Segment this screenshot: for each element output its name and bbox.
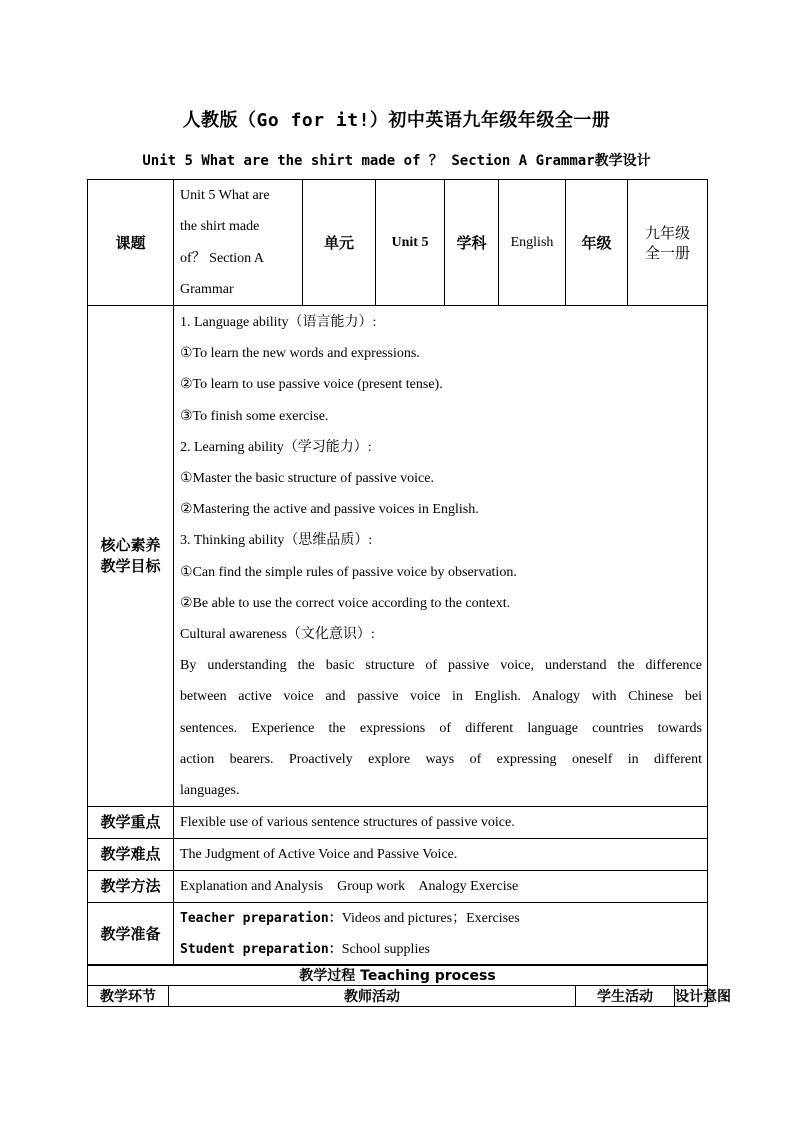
objectives-label-line: 核心素养 (100, 536, 161, 555)
objective-line: 2. Learning ability（学习能力）: (180, 439, 372, 455)
objectives-content (174, 306, 708, 807)
difficult-points-label: 教学难点 (88, 839, 174, 871)
methods-label: 教学方法 (88, 871, 174, 903)
objective-line: Cultural awareness（文化意识）: (180, 627, 375, 643)
methods-value: Explanation and Analysis Group work Analogy Exercise (174, 871, 708, 903)
cultural-paragraph-line: action bearers. Proactively explore ways of expressing oneself in different (180, 751, 702, 767)
objective-line: 3. Thinking ability（思维品质）: (180, 533, 373, 549)
key-points-value: Flexible use of various sentence structures of passive voice. (174, 807, 708, 839)
grade-line: 九年级 (644, 223, 690, 242)
objectives-row (88, 306, 708, 807)
objective-line: ②Mastering the active and passive voices in English. (180, 502, 479, 518)
student-activity-column-header: 学生活动 (576, 986, 675, 1007)
subject-label: 学科 (445, 180, 499, 306)
methods-row (88, 871, 708, 903)
header-row (88, 180, 708, 306)
teaching-process-table (87, 964, 731, 1007)
objectives-label (88, 306, 174, 807)
grade-value (628, 180, 708, 306)
objective-line: ①Master the basic structure of passive voice. (180, 471, 434, 487)
objective-line: ①Can find the simple rules of passive voice by observation. (180, 564, 517, 580)
teacher-activity-column-header: 教师活动 (169, 986, 576, 1007)
cultural-paragraph-line: languages. (180, 783, 240, 799)
lesson-plan-table (87, 179, 708, 966)
topic-value (174, 180, 303, 306)
preparation-value (174, 903, 708, 966)
difficult-points-value: The Judgment of Active Voice and Passive Voice. (174, 839, 708, 871)
topic-label: 课题 (88, 180, 174, 306)
topic-line: Grammar (180, 281, 234, 297)
cultural-paragraph-line: between active voice and passive voice in English. Analogy with Chinese bei (180, 689, 702, 705)
process-title-text: 教学过程 Teaching process (299, 968, 496, 984)
teacher-preparation (180, 903, 707, 934)
unit-label: 单元 (303, 180, 376, 306)
cultural-paragraph-line: sentences. Experience the expressions of different language countries towards (180, 720, 702, 736)
preparation-label: 教学准备 (88, 903, 174, 966)
key-points-label: 教学重点 (88, 807, 174, 839)
student-preparation-label: Student preparation： (180, 942, 342, 958)
objective-line: ②To learn to use passive voice (present tense). (180, 377, 443, 393)
objective-line: 1. Language ability（语言能力）: (180, 315, 377, 330)
process-title (88, 965, 708, 986)
difficult-points-row (88, 839, 708, 871)
teacher-preparation-value: Videos and pictures；Exercises (341, 911, 520, 927)
stage-column-header: 教学环节 (88, 986, 169, 1007)
grade-line: 全一册 (644, 243, 690, 262)
topic-line: of？ Section A (180, 250, 264, 266)
topic-line: the shirt made (180, 219, 260, 235)
process-header-row (88, 986, 708, 1007)
cultural-paragraph-line: By understanding the basic structure of passive voice, understand the difference (180, 658, 702, 674)
key-points-row (88, 807, 708, 839)
design-intent-column-header: 设计意图 (675, 986, 708, 1007)
document-title: 人教版（Go for it!）初中英语九年级年级全一册 (182, 110, 611, 131)
objective-line: ②Be able to use the correct voice according to the context. (180, 595, 511, 611)
teacher-preparation-label: Teacher preparation： (180, 911, 342, 927)
process-title-row (88, 965, 708, 986)
objective-line: ③To finish some exercise. (180, 408, 329, 424)
document-subtitle: Unit 5 What are the shirt made of ？ Section A Grammar教学设计 (142, 153, 651, 169)
topic-line: Unit 5 What are (180, 188, 270, 204)
student-preparation-value: School supplies (341, 942, 430, 958)
objective-line: ①To learn the new words and expressions. (180, 346, 420, 362)
grade-label: 年级 (566, 180, 628, 306)
unit-value: Unit 5 (376, 180, 445, 306)
subject-value: English (499, 180, 566, 306)
student-preparation (180, 934, 707, 965)
objectives-label-line: 教学目标 (100, 557, 161, 576)
preparation-row (88, 903, 708, 966)
